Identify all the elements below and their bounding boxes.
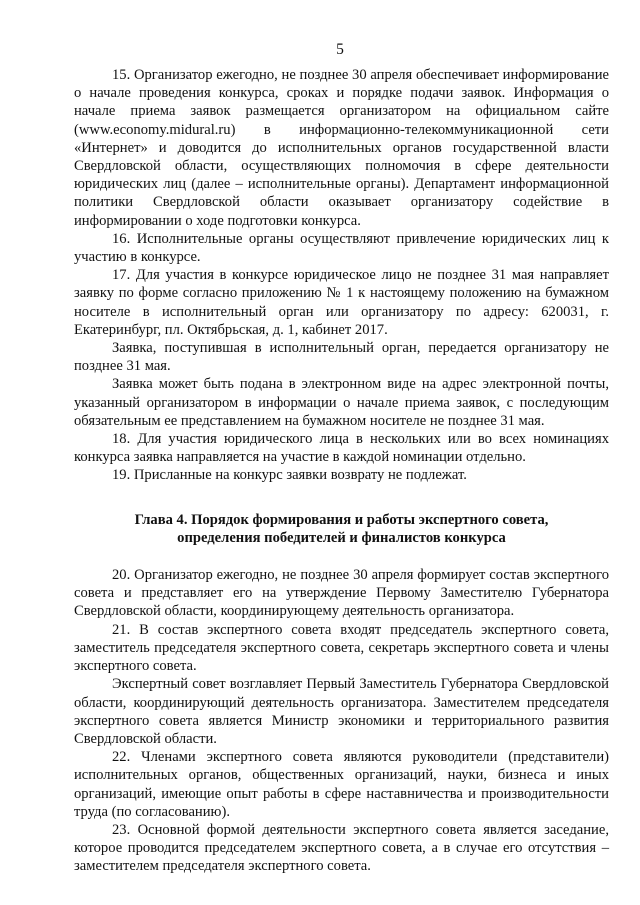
paragraph-17-application-transfer: Заявка, поступившая в исполнительный орган, передается организатору не позднее 31 мая. <box>74 340 609 375</box>
paragraph-21: 21. В состав экспертного совета входят председатель экспертного совета, заместитель председателя экспертного совета, секретарь экспертного совета и члены экспертного совета. <box>74 621 609 675</box>
document-body <box>74 66 609 876</box>
chapter-4-title <box>74 511 609 547</box>
paragraph-15: 15. Организатор ежегодно, не позднее 30 апреля обеспечивает информирование о начале проведения конкурса, сроках и порядке подачи заявок. Информация о начале приема заявок размещается организатором на официальном сайте (www.economy.midural.ru) в информационно-телекоммуникационной сети «Интернет» и доводится до исполнительных органов государственной власти Свердловской области, осуществляющих полномочия в сфере деятельности юридических лиц (далее – исполнительные органы). Департамент информационной политики Свердловской области оказывает организатору содействие в информировании о ходе подготовки конкурса. <box>74 67 609 229</box>
chapter-title-line-2: определения победителей и финалистов конкурса <box>177 529 506 546</box>
paragraph-23: 23. Основной формой деятельности экспертного совета является заседание, которое проводится председателем экспертного совета, а в случае его отсутствия – заместителем председателя экспертного совета. <box>74 821 609 875</box>
paragraph-19: 19. Присланные на конкурс заявки возврату не подлежат. <box>112 467 467 484</box>
paragraph-17-electronic-submission: Заявка может быть подана в электронном виде на адрес электронной почты, указанный организатором в информации о начале приема заявок, с последующим обязательным ее представлением на бумажном носителе не позднее 31 мая. <box>74 376 609 429</box>
paragraph-16: 16. Исполнительные органы осуществляют привлечение юридических лиц к участию в конкурсе. <box>74 230 609 266</box>
page-number: 5 <box>336 41 344 58</box>
paragraph-22: 22. Членами экспертного совета являются руководители (представители) исполнительных органов, общественных организаций, науки, бизнеса и иных организаций, имеющие опыт работы в сфере наставничества и производительности труда (по согласованию). <box>74 749 609 820</box>
paragraph-17: 17. Для участия в конкурсе юридическое лицо не позднее 31 мая направляет заявку по форме согласно приложению № 1 к настоящему положению на бумажном носителе в исполнительный орган или организатору по адресу: 620031, г. Екатеринбург, пл. Октябрьская, д. 1, кабинет 2017. <box>74 267 609 338</box>
paragraph-21-council-chair: Экспертный совет возглавляет Первый Заместитель Губернатора Свердловской области, координирующий деятельность организатора. Заместителем председателя экспертного совета является Министр экономики и территориального развития Свердловской области. <box>74 676 609 747</box>
paragraph-20: 20. Организатор ежегодно, не позднее 30 апреля формирует состав экспертного совета и представляет его на утверждение Первому Заместителю Губернатора Свердловской области, координирующему деятельность организатора. <box>74 567 609 620</box>
chapter-title-line-1: Глава 4. Порядок формирования и работы экспертного совета, <box>134 511 549 528</box>
paragraph-18: 18. Для участия юридического лица в нескольких или во всех номинациях конкурса заявка направляется на участие в каждой номинации отдельно. <box>74 431 609 466</box>
